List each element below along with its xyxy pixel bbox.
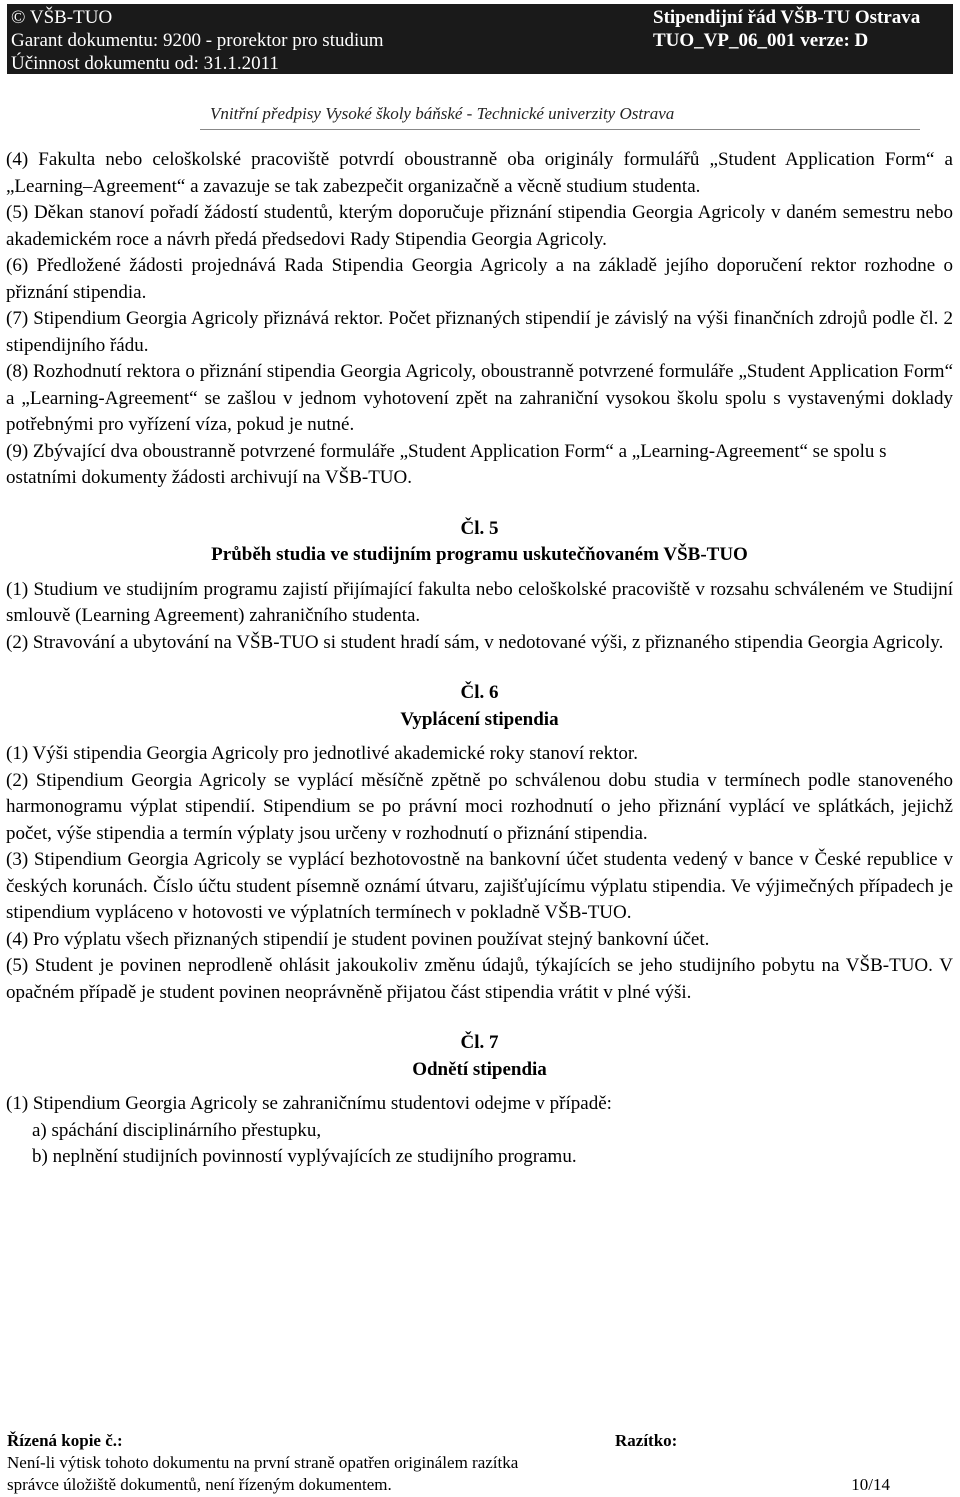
copyright-line: © VŠB-TUO [11, 7, 113, 28]
article-7-number: Čl. 7 [460, 1032, 499, 1053]
stamp-label: Razítko: [615, 1431, 678, 1450]
article-7-title: Odnětí stipendia [412, 1058, 547, 1080]
article-5-paragraph-2: (2) Stravování a ubytování na VŠB-TUO si student hradí sám, v nedotované výši, z přiznaného stipendia Georgia Agricoly. [6, 631, 944, 653]
article-6-paragraph-5: (5) Student je povinen neprodleně ohlásit jakoukoliv změnu údajů, týkajících se jeho studijního pobytu na VŠB-TUO. V opačném případě je student povinen neoprávněně přijatou část stipendia vrátit v plné výši. [6, 955, 953, 1003]
page-number: 10/14 [851, 1475, 890, 1494]
article-5-number: Čl. 5 [460, 517, 499, 539]
header-right [653, 6, 920, 52]
document-title: Stipendijní řád VŠB-TU Ostrava [653, 7, 921, 28]
article-6-paragraph-3: (3) Stipendium Georgia Agricoly se vyplácí bezhotovostně na bankovní účet studenta vedený v bance v České republice v českých korunách. Číslo účtu student písemně oznámí útvaru, zajišťujícímu výplatu stipendia. Ve výjimečných případech je stipendium vypláceno v hotovosti ve výplatních termínech v pokladně VŠB-TUO. [6, 849, 953, 923]
guarantor-line: Garant dokumentu: 9200 - prorektor pro studium [11, 30, 384, 51]
document-header [7, 4, 953, 74]
paragraph-5: (5) Děkan stanoví pořadí žádostí studentů, kterým doporučuje přiznání stipendia Georgia Agricoly v daném semestru nebo akademickém roce a návrh předá předsedovi Rady Stipendia Georgia Agricoly. [6, 202, 953, 250]
effective-date-line: Účinnost dokumentu od: 31.1.2011 [11, 53, 279, 74]
paragraph-6: (6) Předložené žádosti projednává Rada Stipendia Georgia Agricoly a na základě jejího doporučení rektor rozhodne o přiznání stipendia. [6, 255, 953, 303]
document-code: TUO_VP_06_001 verze: D [653, 30, 869, 51]
article-5-title: Průběh studia ve studijním programu uskutečňovaném VŠB-TUO [211, 544, 748, 565]
document-footer [7, 1430, 953, 1496]
article-6-paragraph-2: (2) Stipendium Georgia Agricoly se vyplácí měsíčně zpětně po schválenou dobu studia v termínech podle stanoveného harmonogramu výplat stipendií. Stipendium se po právní moci rozhodnutí o jeho přiznání vyplácí ve splátkách, jejichž počet, výše stipendia a termín výplaty jsou určeny v rozhodnutí o přiznání stipendia. [6, 769, 953, 844]
paragraph-4: (4) Fakulta nebo celoškolské pracoviště potvrdí oboustranně oba originály formulářů „Student Application Form“ a „Learning–Agreement“ a zavazuje se tak zabezpečit organizačně a věcně studium studenta. [6, 149, 953, 197]
article-5-paragraph-1: (1) Studium ve studijním programu zajistí přijímající fakulta nebo celoškolské pracoviště v rozsahu schváleném ve Studijní smlouvě (Learning Agreement) zahraničního studenta. [6, 578, 953, 626]
article-7-item-a: a) spáchání disciplinárního přestupku, [32, 1119, 322, 1141]
footer-note-1: Není-li výtisk tohoto dokumentu na první straně opatřen originálem razítka [7, 1453, 519, 1472]
document-body [6, 147, 953, 1171]
article-7-item-b: b) neplnění studijních povinností vyplývajících ze studijního programu. [32, 1146, 577, 1167]
article-6-number: Čl. 6 [460, 682, 499, 703]
paragraph-7: (7) Stipendium Georgia Agricoly přiznává rektor. Počet přiznaných stipendií je závislý na výši finančních zdrojů podle čl. 2 stipendijního řádu. [6, 308, 953, 356]
controlled-copy-label: Řízená kopie č.: [7, 1431, 123, 1450]
footer-note-2: správce úložiště dokumentů, není řízeným dokumentem. [7, 1475, 392, 1494]
header-left [11, 6, 384, 75]
article-7-paragraph-1: (1) Stipendium Georgia Agricoly se zahraničnímu studentovi odejme v případě: [6, 1093, 612, 1114]
article-6-paragraph-1: (1) Výši stipendia Georgia Agricoly pro jednotlivé akademické roky stanoví rektor. [6, 743, 638, 764]
article-6-title: Vyplácení stipendia [400, 708, 559, 730]
article-6-paragraph-4: (4) Pro výplatu všech přiznaných stipendií je student povinen používat stejný bankovní účet. [6, 928, 710, 950]
paragraph-9: (9) Zbývající dva oboustranně potvrzené formuláře „Student Application Form“ a „Learning-Agreement“ se spolu s ostatními dokumenty žádosti archivují na VŠB-TUO. [6, 440, 887, 488]
subheader-divider [200, 129, 920, 130]
subheader: Vnitřní předpisy Vysoké školy báňské - Technické univerzity Ostrava [210, 104, 675, 123]
paragraph-8: (8) Rozhodnutí rektora o přiznání stipendia Georgia Agricoly, oboustranně potvrzené formuláře „Student Application Form“ a „Learning-Agreement“ se zašlou v jednom vyhotovení zpět na zahraniční vysokou školu spolu s vystavenými doklady potřebnými pro vyřízení víza, pokud je nutné. [6, 361, 953, 435]
